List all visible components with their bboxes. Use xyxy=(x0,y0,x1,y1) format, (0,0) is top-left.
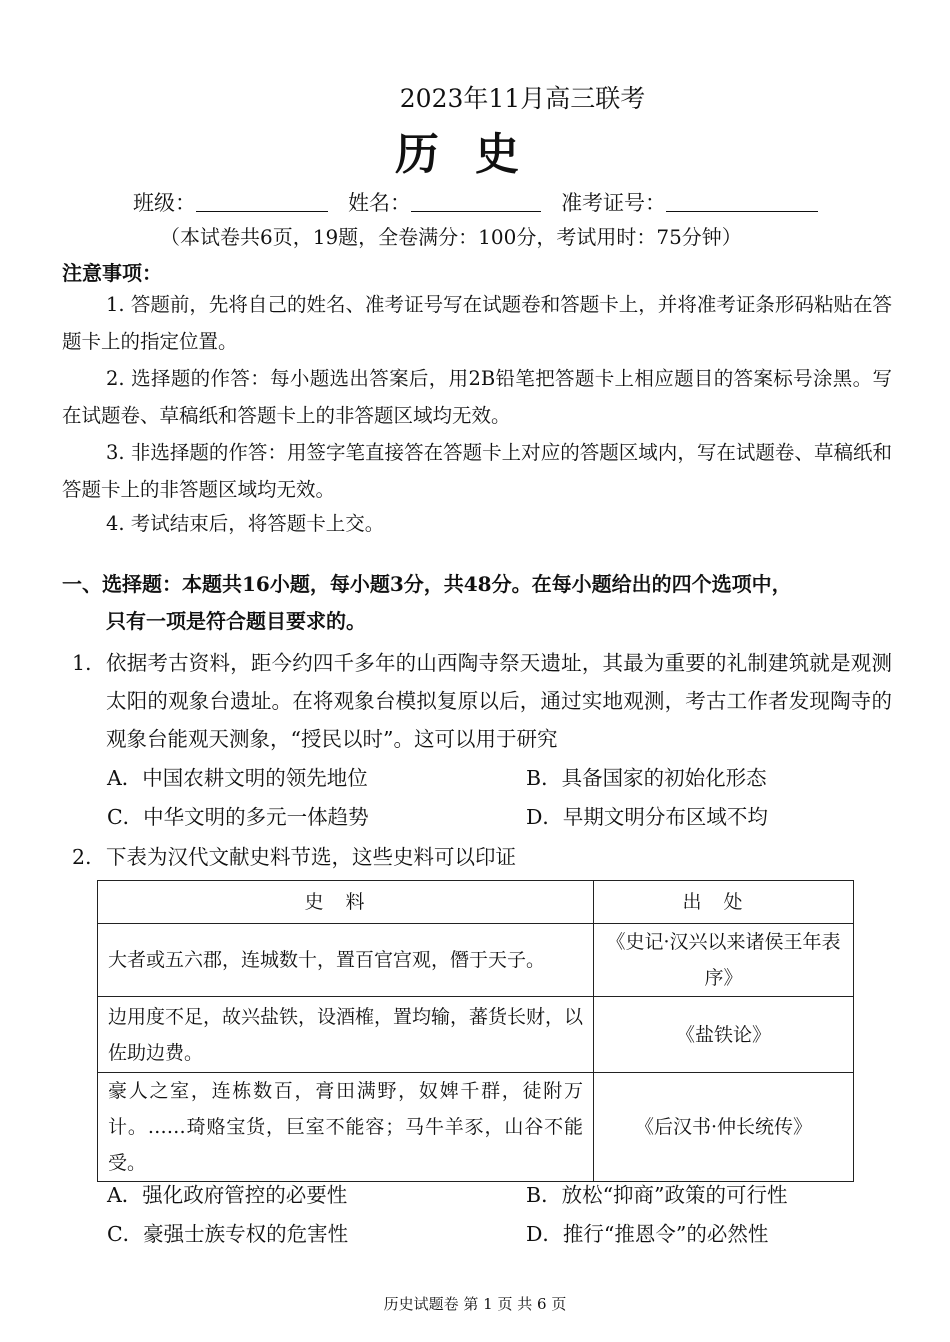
table-header-source: 出处 xyxy=(594,881,854,924)
exam-id-blank[interactable] xyxy=(666,189,818,212)
q1-option-b: B．具备国家的初始化形态 xyxy=(526,766,767,790)
source-ref: 《史记·汉兴以来诸侯王年表序》 xyxy=(594,924,854,997)
q2-option-d: D．推行“推恩令”的必然性 xyxy=(526,1222,769,1246)
student-fields xyxy=(133,188,818,218)
source-ref: 《盐铁论》 xyxy=(594,997,854,1073)
exam-info: （本试卷共6页，19题，全卷满分：100分，考试用时：75分钟） xyxy=(160,225,742,249)
q1-option-c: C．中华文明的多元一体趋势 xyxy=(107,805,369,829)
subject-title: 历史 xyxy=(395,129,555,180)
notice-item: 1. 答题前，先将自己的姓名、准考证号写在试题卷和答题卡上，并将准考证条形码粘贴在答题卡上的指定位置。 xyxy=(62,293,892,353)
question-stem: 依据考古资料，距今约四千多年的山西陶寺祭天遗址，其最为重要的礼制建筑就是观测太阳的观象台遗址。在将观象台模拟复原以后，通过实地观测，考古工作者发现陶寺的观象台能观天测象，“授民以时”。这可以用于研究 xyxy=(106,651,892,751)
exam-id-label: 准考证号： xyxy=(561,191,667,215)
source-text: 豪人之室，连栋数百，膏田满野，奴婢千群，徒附万计。……琦赂宝货，巨室不能容；马牛羊豕，山谷不能受。 xyxy=(98,1073,594,1182)
source-table xyxy=(97,880,854,1182)
class-blank[interactable] xyxy=(196,189,328,212)
question-stem: 下表为汉代文献史料节选，这些史料可以印证 xyxy=(106,845,516,869)
q1-option-d: D．早期文明分布区域不均 xyxy=(526,805,768,829)
name-label: 姓名： xyxy=(348,191,412,215)
section-heading-line1: 一、选择题：本题共16小题，每小题3分，共48分。在每小题给出的四个选项中， xyxy=(62,572,792,596)
page-footer: 历史试题卷 第 1 页 共 6 页 xyxy=(383,1295,567,1313)
table-header-row xyxy=(98,881,854,924)
question-number: 1. xyxy=(72,651,92,675)
section-heading xyxy=(62,566,892,640)
question-2 xyxy=(72,838,892,876)
q2-option-a: A．强化政府管控的必要性 xyxy=(107,1183,348,1207)
notice-item: 4. 考试结束后，将答题卡上交。 xyxy=(106,512,385,535)
source-ref: 《后汉书·仲长统传》 xyxy=(594,1073,854,1182)
name-blank[interactable] xyxy=(411,189,541,212)
q1-option-a: A．中国农耕文明的领先地位 xyxy=(107,766,368,790)
source-text: 大者或五六郡，连城数十，置百官宫观，僭于天子。 xyxy=(98,924,594,997)
table-header-text: 史料 xyxy=(98,881,594,924)
q2-option-b: B．放松“抑商”政策的可行性 xyxy=(526,1183,788,1207)
source-text: 边用度不足，故兴盐铁，设酒榷，置均输，蕃货长财，以佐助边费。 xyxy=(98,997,594,1073)
table-row xyxy=(98,1073,854,1182)
table-row xyxy=(98,997,854,1073)
notice-heading: 注意事项： xyxy=(62,261,162,285)
exam-title: 2023年11月高三联考 xyxy=(399,84,646,113)
table-row xyxy=(98,924,854,997)
notice-item: 2. 选择题的作答：每小题选出答案后，用2B铅笔把答题卡上相应题目的答案标号涂黑。写在试题卷、草稿纸和答题卡上的非答题区域均无效。 xyxy=(62,367,892,427)
class-label: 班级： xyxy=(133,191,196,215)
question-1 xyxy=(72,644,892,758)
section-heading-line2: 只有一项是符合题目要求的。 xyxy=(106,609,366,633)
question-number: 2. xyxy=(72,845,92,869)
notice-item: 3. 非选择题的作答：用签字笔直接答在答题卡上对应的答题区域内，写在试题卷、草稿纸和答题卡上的非答题区域均无效。 xyxy=(62,441,892,501)
q2-option-c: C．豪强士族专权的危害性 xyxy=(107,1222,349,1246)
